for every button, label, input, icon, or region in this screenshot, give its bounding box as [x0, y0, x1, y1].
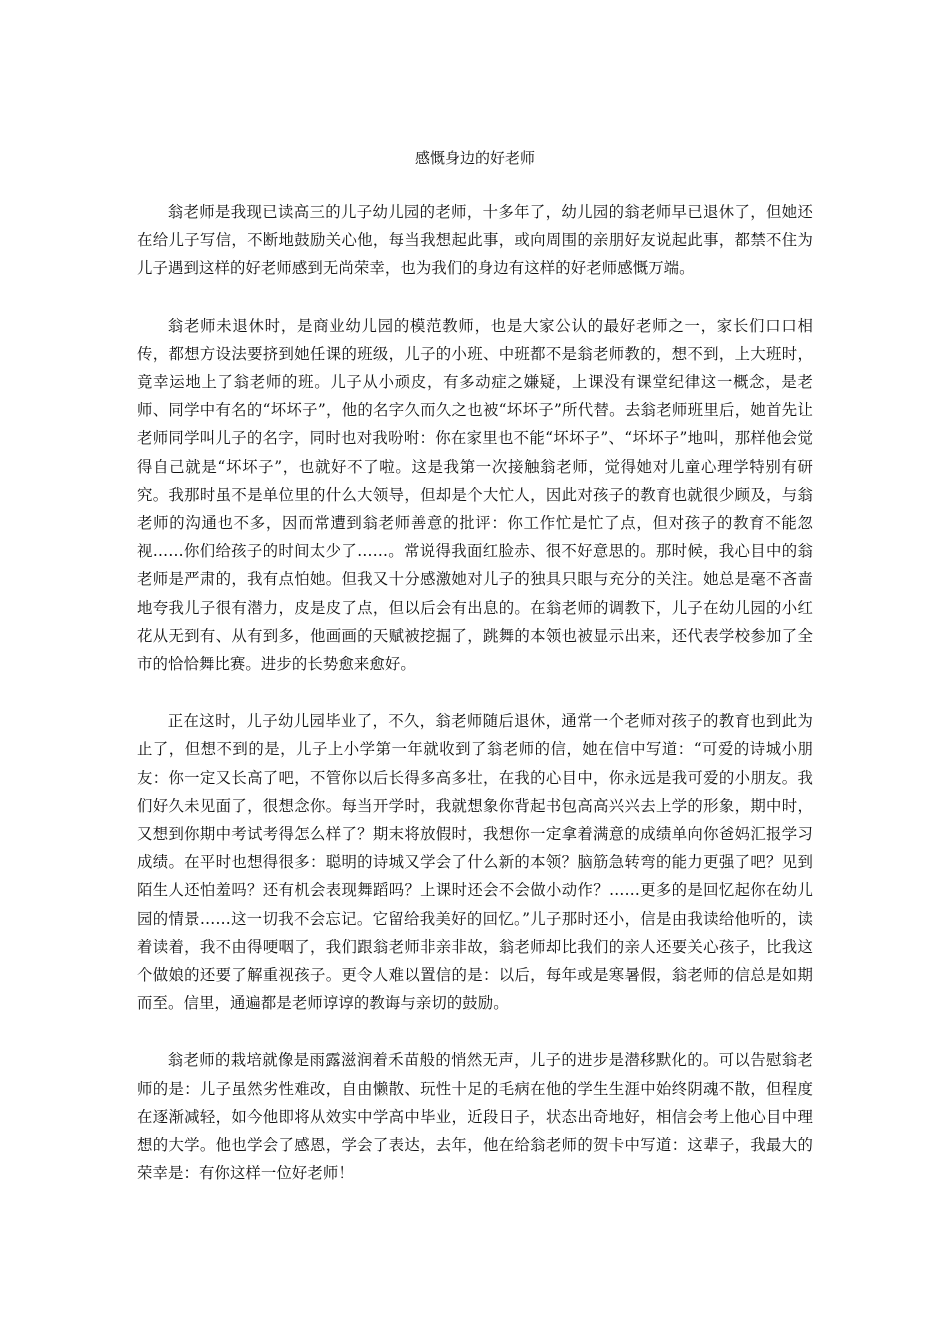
paragraph-4: 翁老师的栽培就像是雨露滋润着禾苗般的悄然无声，儿子的进步是潜移默化的。可以告慰翁老师的是：儿子虽然劣性难改，自由懒散、玩性十足的毛病在他的学生生涯中始终阴魂不散，但程度在逐渐减轻，如今他即将从效实中学高中毕业，近段日子，状态出奇地好，相信会考上他心目中理想的大学。他也学会了感恩，学会了表达，去年，他在给翁老师的贺卡中写道：这辈子，我最大的荣幸是：有你这样一位好老师！: [137, 1051, 813, 1183]
document-page: [137, 146, 813, 1217]
paragraph-1: 翁老师是我现已读高三的儿子幼儿园的老师，十多年了，幼儿园的翁老师早已退休了，但她还在给儿子写信，不断地鼓励关心他，每当我想起此事，或向周围的亲朋好友说起此事，都禁不住为儿子遇到这样的好老师感到无尚荣幸，也为我们的身边有这样的好老师感慨万端。: [137, 203, 813, 278]
paragraph-3: 正在这时，儿子幼儿园毕业了，不久，翁老师随后退休，通常一个老师对孩子的教育也到此为止了，但想不到的是，儿子上小学第一年就收到了翁老师的信，她在信中写道：“可爱的诗城小朋友：你一定又长高了吧，不管你以后长得多高多壮，在我的心目中，你永远是我可爱的小朋友。我们好久未见面了，很想念你。每当开学时，我就想象你背起书包高高兴兴去上学的形象，期中时，又想到你期中考试考得怎么样了？期末将放假时，我想你一定拿着满意的成绩单向你爸妈汇报学习成绩。在平时也想得很多：聪明的诗城又学会了什么新的本领？脑筋急转弯的能力更强了吧？见到陌生人还怕羞吗？还有机会表现舞蹈吗？上课时还会不会做小动作？……更多的是回忆起你在幼儿园的情景……这一切我不会忘记。它留给我美好的回忆。”儿子那时还小，信是由我读给他听的，读着读着，我不由得哽咽了，我们跟翁老师非亲非故，翁老师却比我们的亲人还要关心孩子，比我这个做娘的还要了解重视孩子。更令人难以置信的是：以后，每年或是寒暑假，翁老师的信总是如期而至。信里，通遍都是老师谆谆的教诲与亲切的鼓励。: [137, 712, 813, 1013]
document-title: 感慨身边的好老师: [414, 149, 535, 167]
paragraph-2: 翁老师未退休时，是商业幼儿园的模范教师，也是大家公认的最好老师之一，家长们口口相传，都想方设法要挤到她任课的班级，儿子的小班、中班都不是翁老师教的，想不到，上大班时，竟幸运地上了翁老师的班。儿子从小顽皮，有多动症之嫌疑，上课没有课堂纪律这一概念，是老师、同学中有名的“坏坏子”，他的名字久而久之也被“坏坏子”所代替。去翁老师班里后，她首先让老师同学叫儿子的名字，同时也对我吩咐：你在家里也不能“坏坏子”、“坏坏子”地叫，那样他会觉得自己就是“坏坏子”，也就好不了啦。这是我第一次接触翁老师，觉得她对儿童心理学特别有研究。我那时虽不是单位里的什么大领导，但却是个大忙人，因此对孩子的教育也就很少顾及，与翁老师的沟通也不多，因而常遭到翁老师善意的批评：你工作忙是忙了点，但对孩子的教育不能忽视……你们给孩子的时间太少了……。常说得我面红脸赤、很不好意思的。那时候，我心目中的翁老师是严肃的，我有点怕她。但我又十分感激她对儿子的独具只眼与充分的关注。她总是毫不吝啬地夸我儿子很有潜力，皮是皮了点，但以后会有出息的。在翁老师的调教下，儿子在幼儿园的小红花从无到有、从有到多，他画画的天赋被挖掘了，跳舞的本领也被显示出来，还代表学校参加了全市的恰恰舞比赛。进步的长势愈来愈好。: [137, 316, 813, 674]
